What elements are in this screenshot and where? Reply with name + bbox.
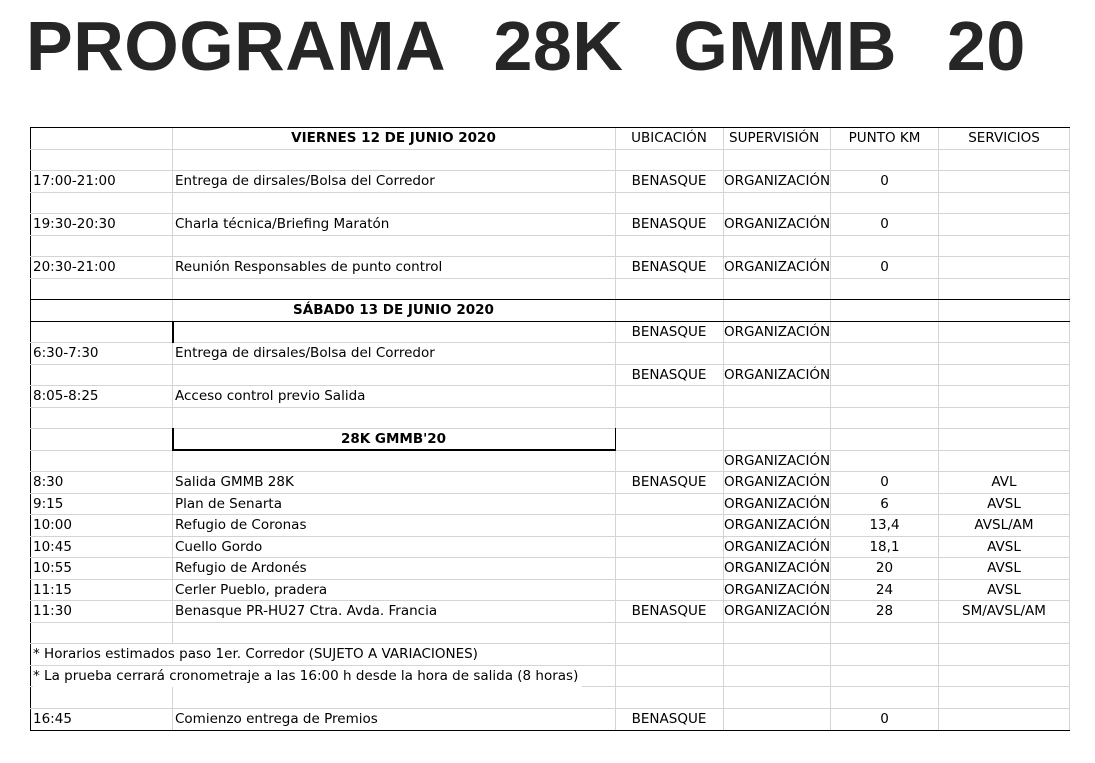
- location-cell: BENASQUE: [631, 367, 707, 383]
- time-cell: 16:45: [33, 711, 72, 727]
- grid-line: [30, 149, 1070, 150]
- time-cell: 11:15: [33, 582, 72, 598]
- supervision-cell: ORGANIZACIÓN: [724, 474, 831, 490]
- activity-cell: Benasque PR-HU27 Ctra. Avda. Francia: [175, 603, 438, 619]
- km-cell: 0: [880, 711, 889, 727]
- supervision-cell: ORGANIZACIÓN: [724, 259, 831, 275]
- time-cell: 20:30-21:00: [33, 259, 116, 275]
- km-cell: 6: [880, 496, 889, 512]
- km-cell: 0: [880, 173, 889, 189]
- grid-line: [30, 622, 1070, 623]
- note-text: * La prueba cerrará cronometraje a las 16:00 h desde la hora de salida (8 horas): [33, 666, 582, 687]
- time-cell: 8:05-8:25: [33, 388, 99, 404]
- supervision-cell: ORGANIZACIÓN: [724, 367, 831, 383]
- activity-cell: Cuello Gordo: [175, 539, 263, 555]
- note-text: * Horarios estimados paso 1er. Corredor (SUJETO A VARIACIONES): [33, 644, 482, 665]
- column-header-ubicacion: UBICACIÓN: [631, 130, 707, 146]
- activity-cell: Entrega de dirsales/Bolsa del Corredor: [175, 173, 435, 189]
- activity-cell: Charla técnica/Briefing Maratón: [175, 216, 390, 232]
- services-cell: AVSL: [987, 582, 1021, 598]
- column-header-supervision: SUPERVISIÓN: [729, 130, 820, 146]
- location-cell: BENASQUE: [631, 474, 707, 490]
- grid-line: [615, 428, 616, 450]
- schedule-table: [30, 127, 1070, 731]
- services-cell: AVSL: [987, 539, 1021, 555]
- grid-line: [30, 278, 1070, 279]
- grid-line: [30, 192, 1070, 193]
- grid-line: [30, 407, 1070, 408]
- location-cell: BENASQUE: [631, 603, 707, 619]
- supervision-cell: ORGANIZACIÓN: [724, 539, 831, 555]
- grid-line: [938, 127, 939, 731]
- time-cell: 11:30: [33, 603, 72, 619]
- grid-line: [172, 321, 174, 343]
- km-cell: 13,4: [869, 517, 900, 533]
- location-cell: BENASQUE: [631, 711, 707, 727]
- location-cell: BENASQUE: [631, 259, 707, 275]
- column-header-servicios: SERVICIOS: [968, 130, 1040, 146]
- supervision-cell: ORGANIZACIÓN: [724, 173, 831, 189]
- services-cell: AVSL/AM: [974, 517, 1034, 533]
- km-cell: 0: [880, 259, 889, 275]
- time-cell: 10:00: [33, 517, 72, 533]
- supervision-cell: ORGANIZACIÓN: [724, 216, 831, 232]
- time-cell: 6:30-7:30: [33, 345, 99, 361]
- time-cell: 9:15: [33, 496, 64, 512]
- location-cell: BENASQUE: [631, 216, 707, 232]
- supervision-cell: ORGANIZACIÓN: [724, 560, 831, 576]
- race-heading: 28K GMMB'20: [340, 431, 447, 447]
- grid-line: [30, 321, 1070, 322]
- time-cell: 10:45: [33, 539, 72, 555]
- activity-cell: Comienzo entrega de Premios: [175, 711, 378, 727]
- grid-line: [30, 364, 1070, 365]
- activity-cell: Cerler Pueblo, pradera: [175, 582, 328, 598]
- supervision-cell: ORGANIZACIÓN: [724, 496, 831, 512]
- time-cell: 17:00-21:00: [33, 173, 116, 189]
- supervision-cell: ORGANIZACIÓN: [724, 453, 831, 469]
- activity-cell: Refugio de Coronas: [175, 517, 307, 533]
- time-cell: 8:30: [33, 474, 64, 490]
- services-cell: AVL: [991, 474, 1017, 490]
- km-cell: 20: [875, 560, 894, 576]
- grid-line: [30, 730, 1070, 731]
- km-cell: 0: [880, 474, 889, 490]
- column-header-punto-km: PUNTO KM: [848, 130, 921, 146]
- location-cell: BENASQUE: [631, 173, 707, 189]
- activity-cell: Plan de Senarta: [175, 496, 282, 512]
- day-heading-friday: VIERNES 12 DE JUNIO 2020: [291, 130, 496, 146]
- location-cell: BENASQUE: [631, 324, 707, 340]
- km-cell: 18,1: [869, 539, 900, 555]
- grid-line: [30, 127, 31, 731]
- time-cell: 10:55: [33, 560, 72, 576]
- activity-cell: Entrega de dirsales/Bolsa del Corredor: [175, 345, 435, 361]
- grid-line: [30, 235, 1070, 236]
- page-title: PROGRAMA 28K GMMB 20: [26, 7, 1026, 85]
- km-cell: 0: [880, 216, 889, 232]
- activity-cell: Reunión Responsables de punto control: [175, 259, 443, 275]
- supervision-cell: ORGANIZACIÓN: [724, 324, 831, 340]
- activity-cell: Refugio de Ardonés: [175, 560, 307, 576]
- services-cell: AVSL: [987, 560, 1021, 576]
- grid-line: [1069, 127, 1070, 731]
- activity-cell: Acceso control previo Salida: [175, 388, 366, 404]
- supervision-cell: ORGANIZACIÓN: [724, 582, 831, 598]
- supervision-cell: ORGANIZACIÓN: [724, 517, 831, 533]
- supervision-cell: ORGANIZACIÓN: [724, 603, 831, 619]
- activity-cell: Salida GMMB 28K: [175, 474, 294, 490]
- services-cell: SM/AVSL/AM: [962, 603, 1046, 619]
- km-cell: 28: [875, 603, 894, 619]
- day-heading-saturday: SÁBAD0 13 DE JUNIO 2020: [293, 302, 494, 318]
- time-cell: 19:30-20:30: [33, 216, 116, 232]
- services-cell: AVSL: [987, 496, 1021, 512]
- km-cell: 24: [875, 582, 894, 598]
